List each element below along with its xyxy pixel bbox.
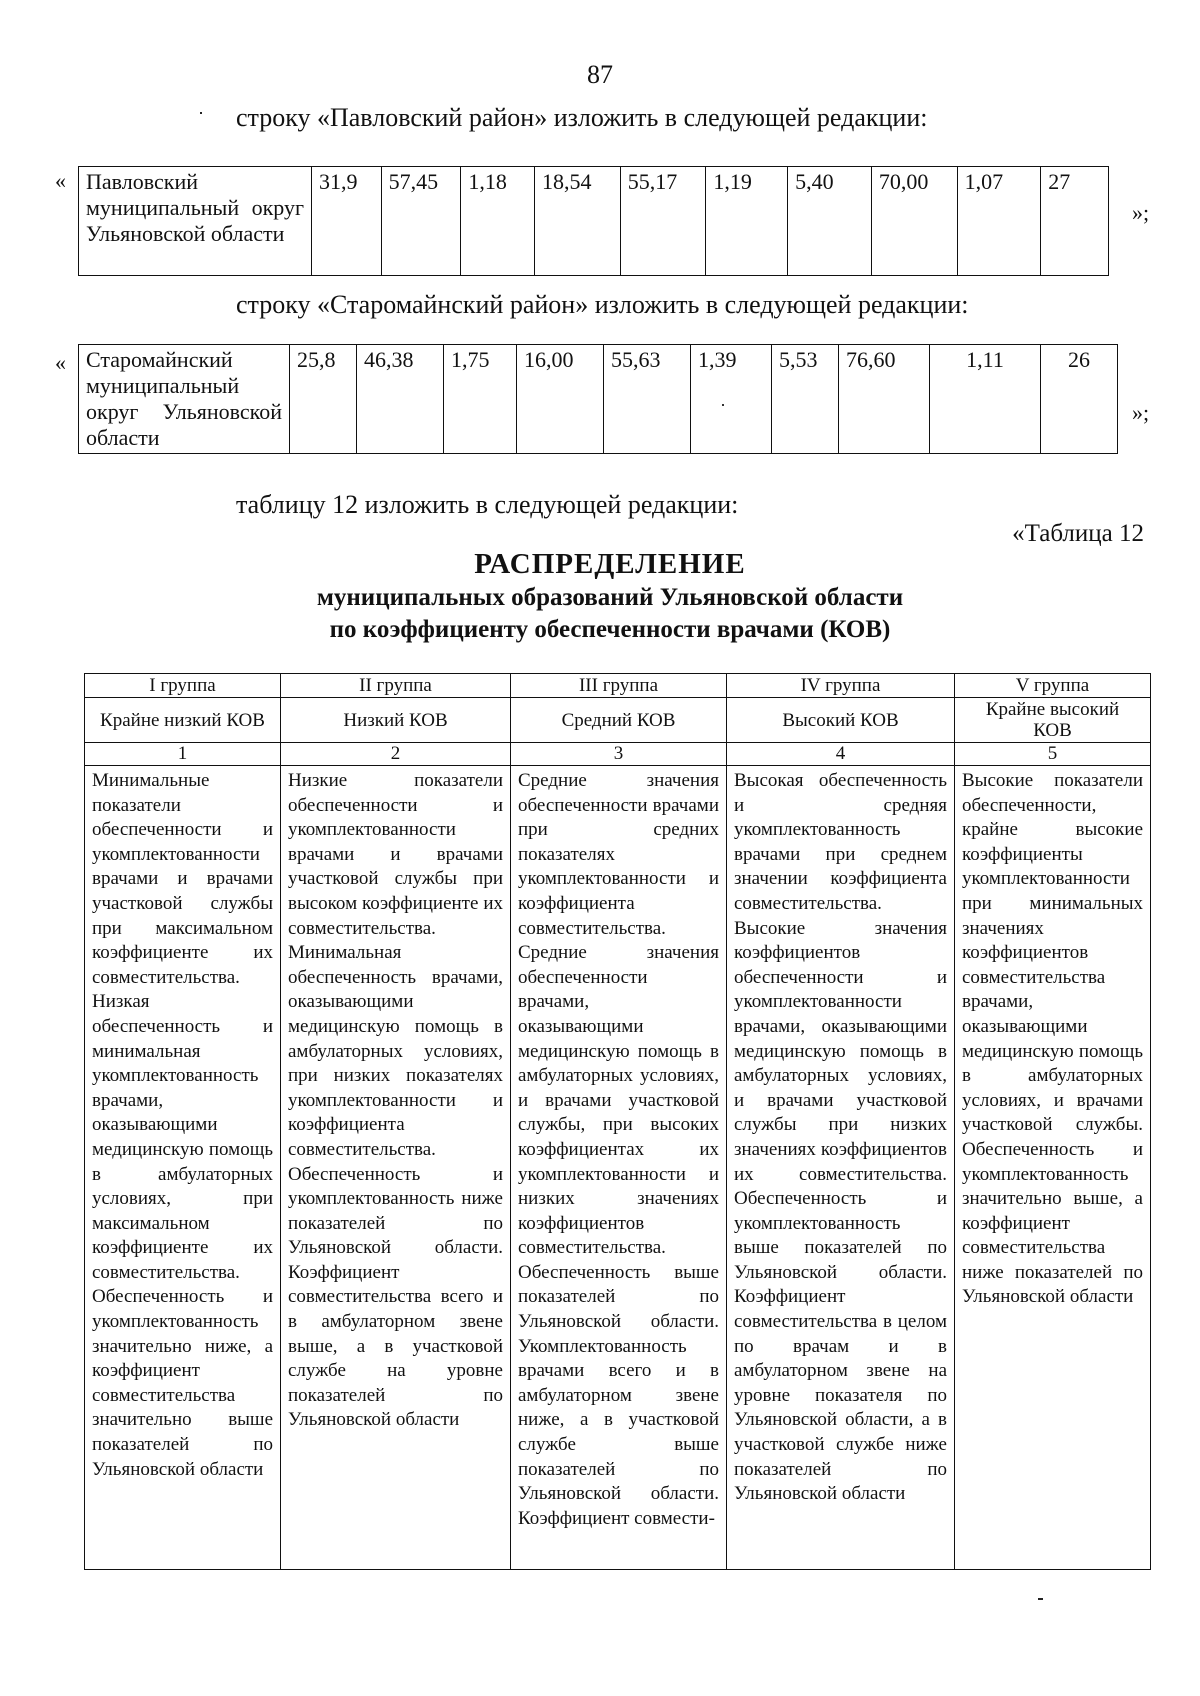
quote-open-1: «: [55, 168, 66, 193]
instruction-pavlovsky: строку «Павловский район» изложить в следующей редакции:: [236, 103, 928, 132]
group-header: IV группа: [727, 674, 955, 698]
pavlovsky-value-10: 27: [1041, 167, 1109, 276]
staromainsky-value-3: 1,75: [444, 345, 517, 454]
staromainsky-value-10: 26: [1041, 345, 1118, 454]
table-heading-subtitle-2: по коэффициенту обеспеченности врачами (КОВ): [329, 616, 891, 643]
instruction-staromainsky: строку «Старомайнский район» изложить в следующей редакции:: [236, 290, 969, 319]
instruction-table12: таблицу 12 изложить в следующей редакции:: [236, 490, 739, 519]
staromainsky-value-8: 76,60: [839, 345, 930, 454]
column-number: 5: [955, 743, 1151, 766]
column-number-row: [85, 743, 1151, 766]
level-header-row: [85, 698, 1151, 743]
level-header: Высокий КОВ: [727, 698, 955, 743]
group-5-description: Высокие показатели обеспеченности, крайне высокие коэффициенты укомплектованности при минимальных значениях коэффициентов совместительства врачами, оказывающими медицинскую помощь в амбулаторных условиях, и врачами участковой службы. Обеспеченность и укомплектованность значительно выше, а коэффициент совместительства ниже показателей по Ульяновской области: [955, 766, 1151, 1570]
group-4-description: Высокая обеспеченность и средняя укомплектованность врачами при среднем значении коэффициента совместительства. Высокие значения коэффициентов обеспеченности и укомплектованности врачами, оказывающими медицинскую помощь в амбулаторных условиях, и врачами участковой службы при низких значениях коэффициентов их совместительства. Обеспеченность и укомплектованность выше показателей по Ульяновской области. Коэффициент совместительства в целом по врачам и в амбулаторном звене на уровне показателя по Ульяновской области, а в участковой службе ниже показателей по Ульяновской области: [727, 766, 955, 1570]
table-heading-subtitle-1: муниципальных образований Ульяновской области: [316, 584, 904, 611]
column-number: 2: [281, 743, 511, 766]
staromainsky-value-7: 5,53: [772, 345, 839, 454]
staromainsky-name-cell: Старомайнский муниципальный округ Ульяновской области: [79, 345, 290, 454]
staromainsky-value-1: 25,8: [290, 345, 357, 454]
column-number: 4: [727, 743, 955, 766]
group-header-row: [85, 674, 1151, 698]
staromainsky-value-6: 1,39: [691, 345, 772, 454]
level-header: Крайне высокий КОВ: [955, 698, 1151, 743]
level-header: Средний КОВ: [511, 698, 727, 743]
scan-speck: [1038, 1598, 1043, 1600]
quote-close-2: »;: [1132, 400, 1150, 425]
staromainsky-value-2: 46,38: [357, 345, 444, 454]
group-header: I группа: [85, 674, 281, 698]
group-3-description: Средние значения обеспеченности врачами при средних показателях укомплектованности и коэффициента совместительства. Средние значения обеспеченности врачами, оказывающими медицинскую помощь в амбулаторных условиях, и врачами участковой службы, при высоких коэффициентах их укомплектованности и низких значениях коэффициентов совместительства. Обеспеченность выше показателей по Ульяновской области. Укомплектованность врачами всего и в амбулаторном звене ниже, а в участковой службе выше показателей по Ульяновской области. Коэффициент совмести-: [511, 766, 727, 1570]
pavlovsky-value-2: 57,45: [381, 167, 461, 276]
scan-speck: [722, 404, 724, 406]
pavlovsky-value-7: 5,40: [788, 167, 872, 276]
pavlovsky-value-4: 18,54: [534, 167, 620, 276]
staromainsky-row-table: [78, 344, 1118, 454]
column-number: 3: [511, 743, 727, 766]
description-row: [85, 766, 1151, 1570]
group-2-description: Низкие показатели обеспеченности и укомплектованности врачами и врачами участковой службы при высоком коэффициенте их совместительства. Минимальная обеспеченность врачами, оказывающими медицинскую помощь в амбулаторных условиях, при низких показателях укомплектованности и коэффициента совместительства. Обеспеченность и укомплектованность ниже показателей по Ульяновской области. Коэффициент совместительства всего и в амбулаторном звене выше, а в участковой службе на уровне показателей по Ульяновской области: [281, 766, 511, 1570]
column-number: 1: [85, 743, 281, 766]
pavlovsky-name-cell: [79, 167, 312, 276]
group-header: II группа: [281, 674, 511, 698]
pavlovsky-value-8: 70,00: [871, 167, 957, 276]
table-label: «Таблица 12: [1012, 520, 1144, 547]
page-number: 87: [587, 60, 613, 89]
pavlovsky-value-9: 1,07: [957, 167, 1041, 276]
kov-distribution-table: [84, 673, 1151, 1570]
pavlovsky-row-table: [78, 166, 1109, 276]
quote-close-1: »;: [1132, 200, 1150, 225]
level-header: Крайне низкий КОВ: [85, 698, 281, 743]
group-1-description: Минимальные показатели обеспеченности и укомплектованности врачами и врачами участковой службы при максимальном коэффициенте их совместительства. Низкая обеспеченность и минимальная укомплектованность врачами, оказывающими медицинскую помощь в амбулаторных условиях, при максимальном коэффициенте их совместительства. Обеспеченность и укомплектованность значительно ниже, а коэффициент совместительства значительно выше показателей по Ульяновской области: [85, 766, 281, 1570]
pavlovsky-value-6: 1,19: [706, 167, 788, 276]
scan-speck: [200, 112, 202, 114]
pavlovsky-value-3: 1,18: [461, 167, 535, 276]
group-header: V группа: [955, 674, 1151, 698]
pavlovsky-name: Павловский муниципальный округ Ульяновской области: [86, 169, 305, 246]
pavlovsky-value-5: 55,17: [620, 167, 706, 276]
level-header: Низкий КОВ: [281, 698, 511, 743]
table-heading-title: РАСПРЕДЕЛЕНИЕ: [474, 548, 746, 580]
staromainsky-value-4: 16,00: [517, 345, 604, 454]
staromainsky-value-9: 1,11: [930, 345, 1041, 454]
quote-open-2: «: [55, 350, 66, 375]
pavlovsky-value-1: 31,9: [312, 167, 382, 276]
group-header: III группа: [511, 674, 727, 698]
staromainsky-value-5: 55,63: [604, 345, 691, 454]
